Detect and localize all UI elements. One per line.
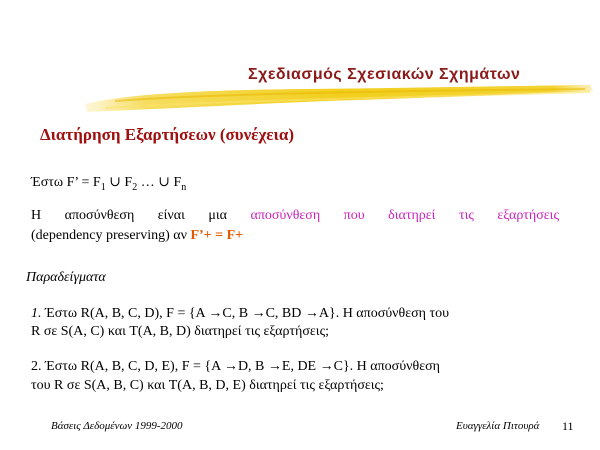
example-1-line-2: R σε S(A, C) και T(A, B, D) διατηρεί τις εξαρτήσεις; [31,324,329,339]
decomposition-highlight: αποσύνθεση που διατηρεί τις εξαρτήσεις [250,208,559,223]
footer-course: Βάσεις Δεδομένων 1999-2000 [51,420,183,432]
decomposition-text: Η αποσύνθεση είναι μια [31,208,251,223]
equation-subscript-n: n [181,181,187,193]
example-1-number: 1. [31,306,42,321]
decomposition-definition: (dependency preserving) αν [31,228,191,243]
header-title: Σχεδιασμός Σχεσιακών Σχημάτων [248,66,521,83]
example-1-line-1 [31,305,449,323]
decomposition-line-2 [31,227,243,245]
equation-union: ∪ F [105,175,133,190]
example-2-line-1: 2. Έστω R(A, B, C, D, E), F = {A →D, B →E, DE →C}. Η αποσύνθεση [31,359,440,374]
equation-subscript-2: 2 [132,181,138,193]
footer-author: Ευαγγελία Πιτουρά [456,420,540,432]
union-equation [31,174,186,197]
example-2-line-2: του R σε S(A, B, C) και T(A, B, D, E) διατηρεί τις εξαρτήσεις; [31,378,384,393]
example-1-text: Έστω R(A, B, C, D), F = {A →C, B →C, BD →A}. Η αποσύνθεση του [41,306,450,321]
decomposition-line-1 [31,207,559,225]
equation-subscript-1: 1 [100,181,106,193]
examples-label: Παραδείγματα [26,270,106,285]
page-number: 11 [562,419,574,433]
closure-condition: F’+ = F+ [190,228,244,243]
equation-prefix: Έστω F’ = F [31,175,101,190]
brush-stroke-decoration [85,82,595,118]
section-title: Διατήρηση Εξαρτήσεων (συνέχεια) [40,125,294,144]
equation-dots: … ∪ F [137,175,182,190]
